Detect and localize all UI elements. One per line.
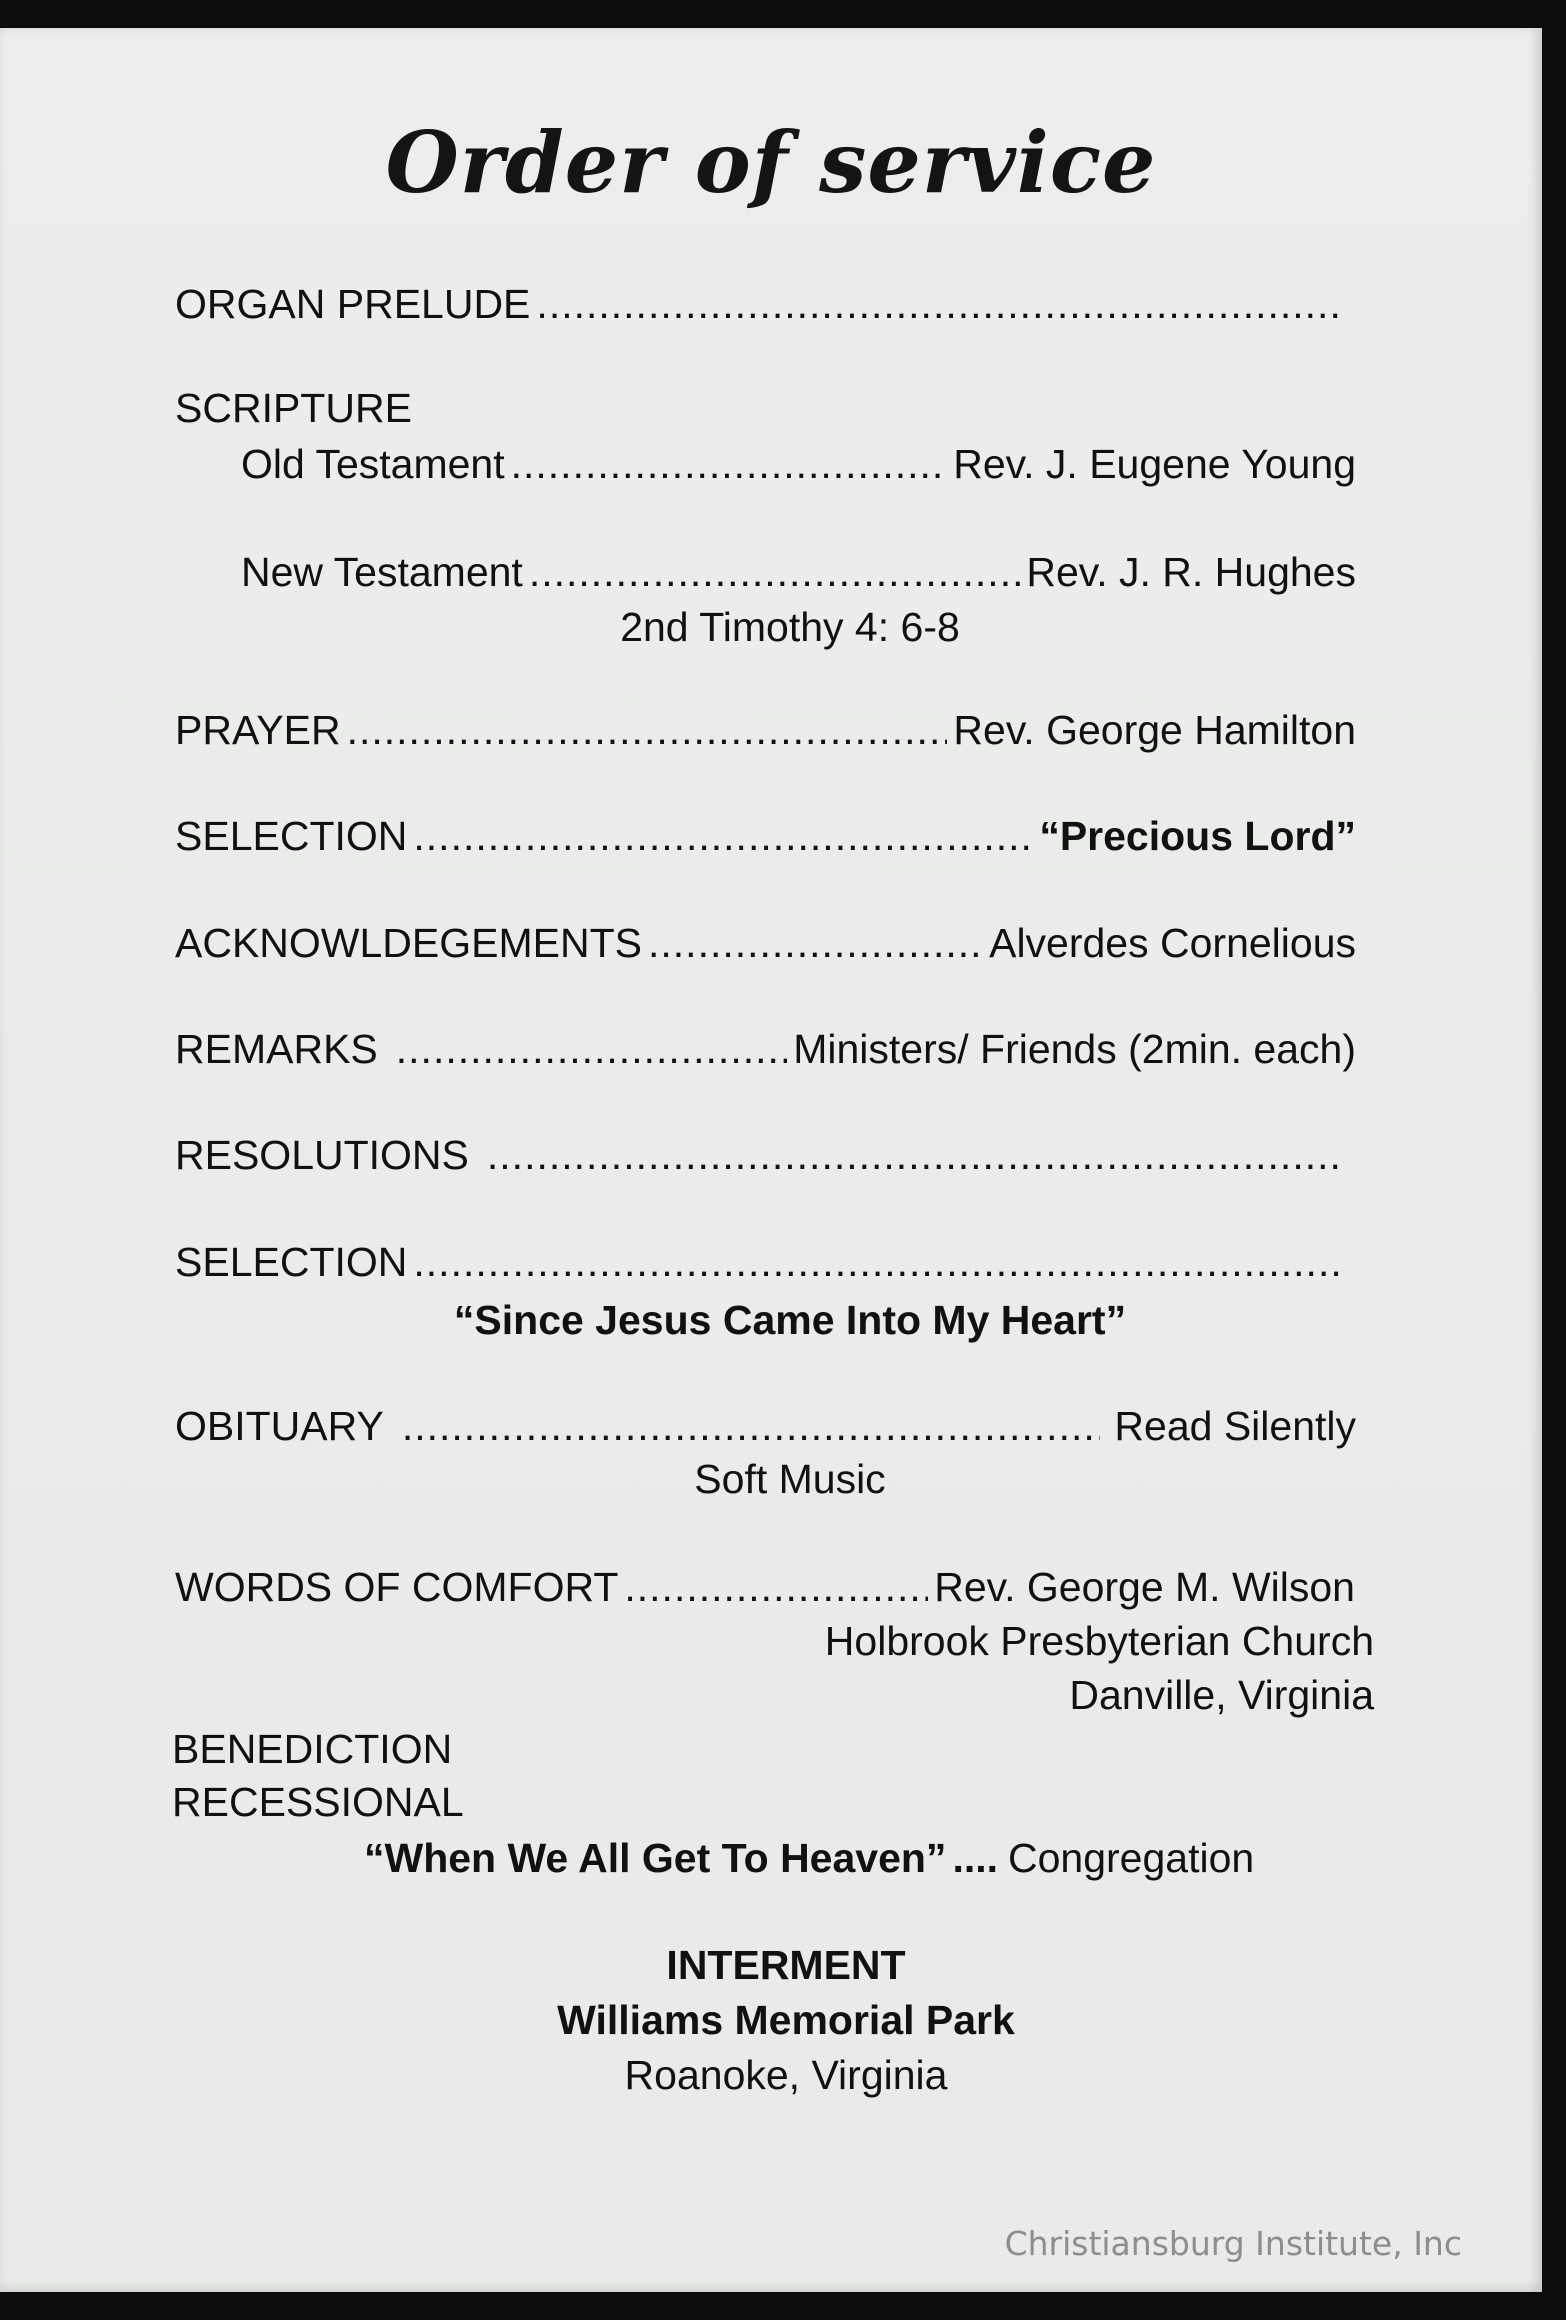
words-of-comfort-speaker: Rev. George M. Wilson xyxy=(934,1564,1355,1610)
acknowledgements-row xyxy=(175,920,1356,966)
dot-leader xyxy=(511,444,948,485)
words-of-comfort-label: WORDS OF COMFORT xyxy=(175,1564,619,1610)
prayer-officiant: Rev. George Hamilton xyxy=(953,707,1356,753)
scripture-label: SCRIPTURE xyxy=(175,385,412,431)
dot-leader xyxy=(413,816,1033,857)
organ-prelude-row xyxy=(175,281,1351,327)
recessional-label: RECESSIONAL xyxy=(172,1779,464,1825)
recessional-performer: Congregation xyxy=(1008,1835,1255,1881)
new-testament-reader: Rev. J. R. Hughes xyxy=(1026,549,1356,595)
selection-row-2 xyxy=(175,1239,1351,1285)
page-title: Order of service xyxy=(385,113,1157,212)
selection-label-2: SELECTION xyxy=(175,1239,408,1285)
old-testament-label: Old Testament xyxy=(241,441,505,487)
selection-song-2: “Since Jesus Came Into My Heart” xyxy=(453,1297,1127,1343)
dot-leader: .... xyxy=(952,1835,999,1881)
interment-place: Williams Memorial Park xyxy=(557,1997,1015,2043)
obituary-label: OBITUARY xyxy=(175,1403,384,1449)
prayer-label: PRAYER xyxy=(175,707,341,753)
new-testament-row xyxy=(241,549,1356,595)
old-testament-reader: Rev. J. Eugene Young xyxy=(953,441,1356,487)
remarks-value: Ministers/ Friends (2min. each) xyxy=(793,1026,1356,1072)
prayer-row xyxy=(175,707,1356,753)
remarks-row xyxy=(175,1026,1356,1072)
obituary-note: Soft Music xyxy=(694,1456,886,1502)
old-testament-row xyxy=(241,441,1356,487)
words-of-comfort-location: Danville, Virginia xyxy=(1069,1672,1374,1718)
program-page xyxy=(0,28,1542,2292)
remarks-label: REMARKS xyxy=(175,1026,378,1072)
obituary-value: Read Silently xyxy=(1114,1403,1356,1449)
resolutions-row xyxy=(175,1132,1351,1178)
scripture-passage: 2nd Timothy 4: 6-8 xyxy=(620,604,960,650)
recessional-row xyxy=(364,1835,1255,1881)
dot-leader xyxy=(347,710,948,751)
selection-row xyxy=(175,813,1356,859)
dot-leader xyxy=(648,923,983,964)
acknowledgements-name: Alverdes Cornelious xyxy=(989,920,1356,966)
obituary-row xyxy=(175,1403,1356,1449)
acknowledgements-label: ACKNOWLDEGEMENTS xyxy=(175,920,642,966)
words-of-comfort-church: Holbrook Presbyterian Church xyxy=(824,1618,1374,1664)
organ-prelude-label: ORGAN PRELUDE xyxy=(175,281,531,327)
benediction-label: BENEDICTION xyxy=(172,1726,453,1772)
dot-leader xyxy=(402,1406,1101,1447)
selection-label: SELECTION xyxy=(175,813,408,859)
selection-song: “Precious Lord” xyxy=(1039,813,1356,859)
dot-leader xyxy=(487,1135,1345,1176)
recessional-song: “When We All Get To Heaven” xyxy=(364,1835,947,1881)
dot-leader xyxy=(529,552,1021,593)
dot-leader xyxy=(536,284,1345,325)
dot-leader xyxy=(624,1567,928,1608)
resolutions-label: RESOLUTIONS xyxy=(175,1132,469,1178)
watermark: Christiansburg Institute, Inc xyxy=(1004,2224,1462,2263)
interment-location: Roanoke, Virginia xyxy=(624,2052,948,2098)
dot-leader xyxy=(396,1029,787,1070)
words-of-comfort-row xyxy=(175,1564,1355,1610)
dot-leader xyxy=(413,1242,1345,1283)
new-testament-label: New Testament xyxy=(241,549,523,595)
interment-label: INTERMENT xyxy=(666,1942,906,1988)
